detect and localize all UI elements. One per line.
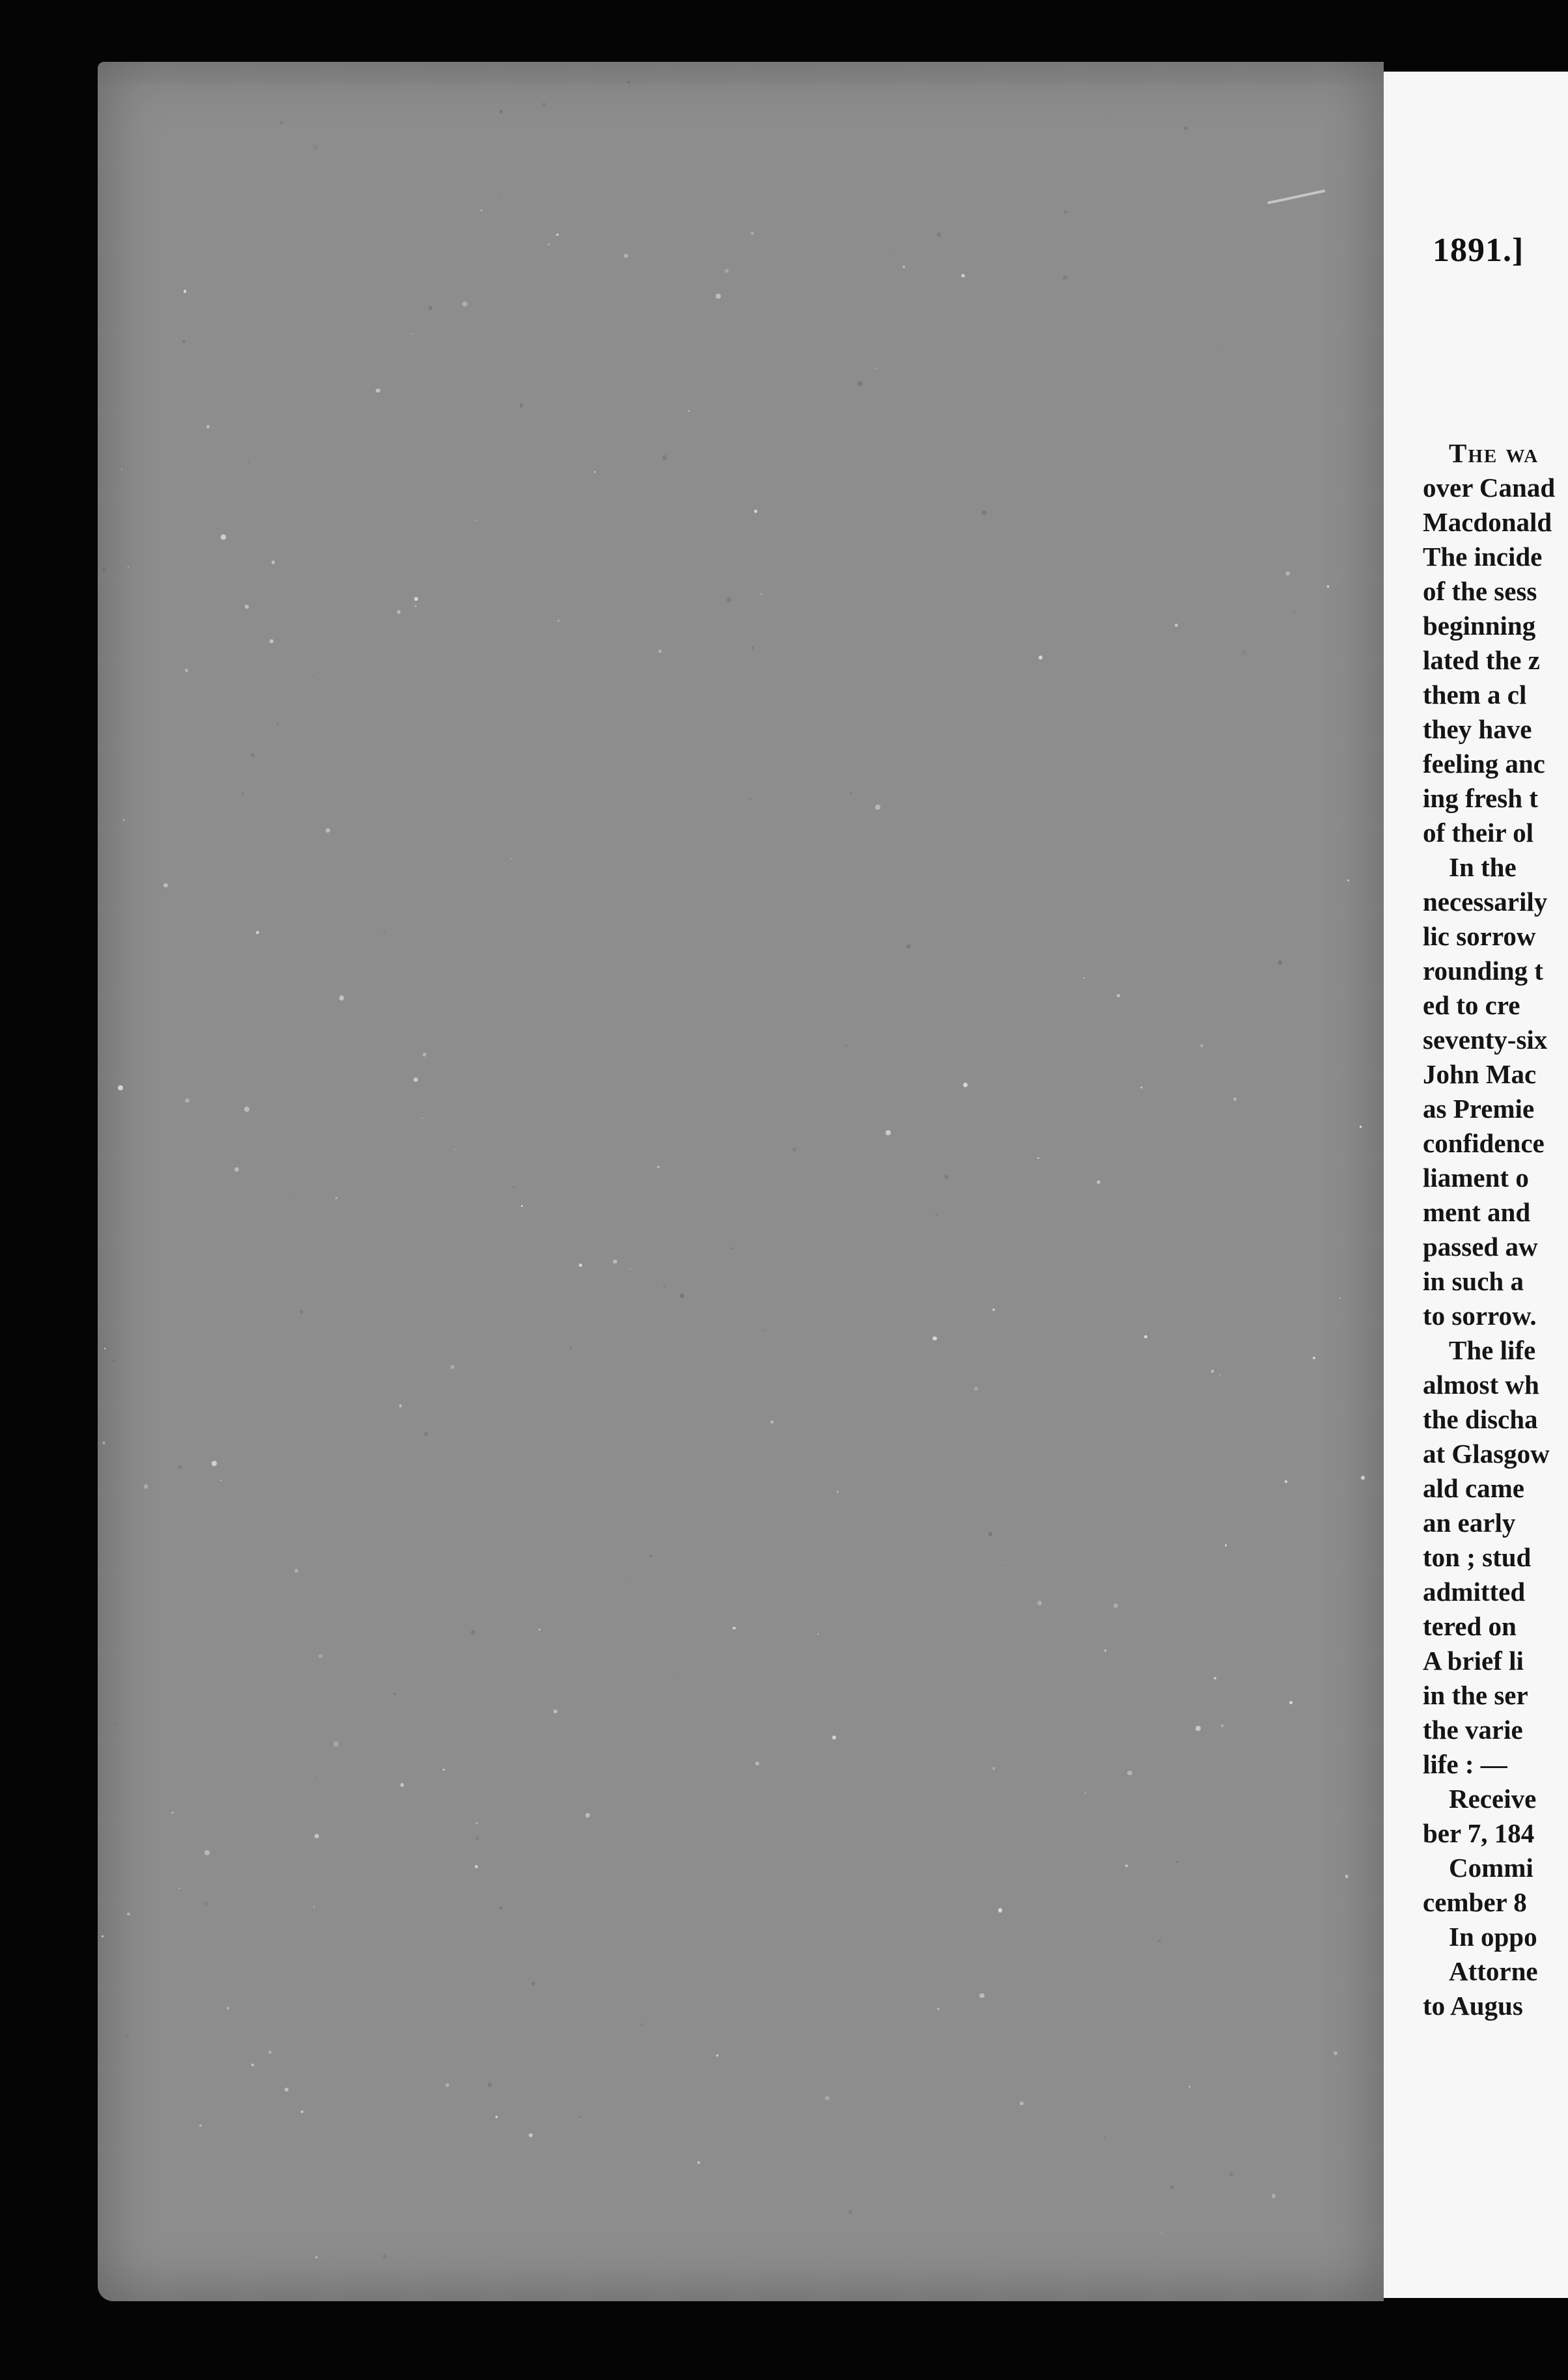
- paper-speck: [125, 2035, 129, 2039]
- paper-speck: [163, 883, 167, 887]
- text-line: ton ; stud: [1423, 1542, 1532, 1572]
- paper-speck: [293, 1197, 295, 1199]
- paper-speck: [697, 2161, 700, 2164]
- paper-speck: [850, 792, 852, 794]
- text-line: over Canad: [1423, 473, 1556, 503]
- paper-speck: [248, 461, 250, 463]
- paper-speck: [277, 723, 279, 725]
- paper-speck: [1108, 117, 1110, 118]
- paper-speck: [937, 2008, 940, 2010]
- small-caps-opening: The wa: [1449, 438, 1539, 468]
- text-line: almost wh: [1423, 1370, 1539, 1400]
- paper-speck: [1313, 1357, 1316, 1360]
- text-line: [1423, 436, 1568, 471]
- text-line: Receive: [1449, 1784, 1537, 1814]
- paper-speck: [178, 1888, 180, 1890]
- paper-speck: [481, 210, 483, 212]
- paper-speck: [548, 243, 550, 245]
- paper-speck: [761, 593, 763, 595]
- paper-speck: [751, 232, 754, 235]
- text-line: admitted: [1423, 1577, 1526, 1607]
- paper-speck: [1334, 2051, 1338, 2056]
- paper-speck: [613, 1260, 617, 1264]
- paper-speck: [663, 1285, 666, 1288]
- text-line: an early: [1423, 1508, 1516, 1538]
- paper-speck: [624, 1578, 625, 1579]
- paper-speck: [624, 254, 628, 258]
- paper-speck: [285, 2088, 288, 2092]
- paper-speck: [932, 1336, 936, 1340]
- paper-speck: [1140, 1086, 1143, 1089]
- paper-speck: [118, 1085, 123, 1090]
- paper-speck: [1233, 1098, 1237, 1101]
- text-line: in such a: [1423, 1266, 1524, 1296]
- paper-speck: [657, 1166, 660, 1169]
- text-line: ing fresh t: [1423, 783, 1538, 813]
- paper-speck: [315, 2256, 318, 2259]
- text-line: of their ol: [1423, 818, 1534, 848]
- text-line: in the ser: [1423, 1680, 1528, 1710]
- paper-speck: [979, 1993, 984, 1998]
- paper-speck: [1347, 879, 1349, 881]
- text-line: cember 8: [1423, 1887, 1527, 1917]
- paper-speck: [462, 301, 468, 307]
- paper-speck: [1064, 210, 1067, 214]
- text-line: In oppo: [1449, 1922, 1537, 1952]
- paper-speck: [751, 646, 753, 648]
- paper-speck: [944, 1175, 949, 1180]
- text-line: beginning: [1423, 611, 1536, 641]
- paper-speck: [1285, 1480, 1287, 1483]
- text-line: John Mac: [1423, 1059, 1537, 1089]
- paper-speck: [421, 1118, 423, 1120]
- paper-speck: [1175, 624, 1178, 627]
- paper-speck: [1296, 2221, 1298, 2222]
- body-text: [1423, 436, 1568, 2023]
- paper-speck: [529, 2133, 533, 2137]
- paper-speck: [488, 2082, 492, 2086]
- text-line: to sorrow.: [1423, 1301, 1537, 1331]
- paper-speck: [1278, 960, 1283, 965]
- paper-speck: [496, 2116, 497, 2118]
- paper-speck: [688, 410, 690, 411]
- text-line: they have: [1423, 714, 1532, 744]
- paper-speck: [102, 568, 106, 572]
- paper-speck: [499, 1907, 502, 1909]
- text-line: life : —: [1423, 1749, 1507, 1779]
- paper-speck: [1127, 1771, 1132, 1775]
- paper-speck: [185, 1098, 189, 1103]
- paper-speck: [1097, 1180, 1101, 1185]
- text-line: to Augus: [1423, 1991, 1523, 2021]
- paper-speck: [1220, 1374, 1221, 1376]
- text-line: confidence: [1423, 1128, 1545, 1158]
- paper-speck: [673, 1676, 674, 1677]
- paper-speck: [1189, 2086, 1190, 2087]
- paper-speck: [185, 669, 189, 672]
- paper-speck: [315, 1834, 319, 1838]
- text-line: rounding t: [1423, 956, 1543, 986]
- paper-speck: [1039, 656, 1043, 659]
- text-line: Commi: [1449, 1853, 1533, 1883]
- paper-speck: [825, 2096, 830, 2101]
- paper-speck: [245, 605, 248, 608]
- paper-speck: [1170, 2185, 1174, 2189]
- paper-speck: [311, 676, 313, 678]
- text-line: at Glasgow: [1423, 1439, 1550, 1469]
- paper-speck: [1272, 2194, 1276, 2198]
- paper-speck: [104, 1348, 105, 1349]
- paper-speck: [641, 2023, 643, 2025]
- paper-speck: [992, 1767, 996, 1770]
- paper-speck: [221, 534, 226, 540]
- paper-speck: [556, 234, 559, 236]
- paper-speck: [279, 120, 283, 124]
- paper-speck: [182, 340, 186, 343]
- paper-speck: [475, 1822, 477, 1824]
- text-line: them a cl: [1423, 680, 1527, 710]
- text-line: ed to cre: [1423, 990, 1520, 1020]
- paper-speck: [399, 1404, 402, 1407]
- paper-speck: [725, 269, 729, 273]
- text-line: feeling anc: [1423, 749, 1545, 779]
- paper-speck: [579, 1264, 582, 1267]
- paper-speck: [445, 2083, 450, 2088]
- paper-speck: [475, 1865, 478, 1868]
- paper-speck: [733, 1627, 735, 1629]
- paper-speck: [318, 1654, 322, 1658]
- paper-speck: [988, 1532, 992, 1536]
- paper-speck: [234, 1167, 239, 1172]
- text-line: The incide: [1423, 542, 1543, 572]
- paper-speck: [754, 510, 757, 513]
- paper-speck: [1361, 1476, 1364, 1479]
- paper-speck: [680, 1294, 684, 1297]
- paper-speck: [256, 931, 259, 934]
- paper-speck: [1229, 2172, 1233, 2176]
- paper-speck: [845, 1044, 848, 1047]
- paper-speck: [817, 1633, 819, 1635]
- text-line: the varie: [1423, 1715, 1523, 1745]
- text-line: necessarily: [1423, 887, 1548, 917]
- text-line: of the sess: [1423, 576, 1537, 606]
- paper-speck: [886, 1130, 891, 1135]
- paper-speck: [731, 1247, 734, 1250]
- text-line: In the: [1449, 852, 1517, 882]
- paper-speck: [122, 819, 125, 822]
- paper-speck: [875, 368, 876, 369]
- paper-speck: [1104, 2137, 1106, 2138]
- paper-speck: [397, 610, 400, 613]
- paper-speck: [383, 930, 385, 933]
- paper-speck: [424, 1432, 428, 1436]
- paper-speck: [455, 1149, 456, 1150]
- paper-speck: [982, 510, 987, 515]
- paper-speck: [1214, 1677, 1216, 1680]
- paper-speck: [206, 425, 210, 428]
- paper-speck: [393, 1693, 396, 1695]
- paper-speck: [716, 2055, 718, 2056]
- paper-speck: [443, 1769, 445, 1771]
- paper-speck: [313, 145, 318, 150]
- paper-speck: [471, 1630, 475, 1635]
- paper-speck: [178, 1465, 182, 1469]
- paper-speck: [975, 456, 977, 458]
- paper-speck: [1125, 1864, 1128, 1867]
- paper-speck: [1063, 275, 1068, 281]
- paper-speck: [1161, 2232, 1162, 2233]
- paper-speck: [553, 1709, 557, 1713]
- paper-speck: [251, 753, 255, 757]
- paper-speck: [1037, 1601, 1042, 1605]
- paper-speck: [301, 2110, 303, 2113]
- text-line: ber 7, 184: [1423, 1818, 1535, 1848]
- text-page: [1384, 72, 1568, 2298]
- text-line: seventy-six: [1423, 1025, 1548, 1055]
- paper-speck: [499, 110, 503, 113]
- paper-speck: [227, 2007, 229, 2009]
- paper-speck: [1221, 1724, 1224, 1727]
- paper-speck: [848, 2209, 852, 2213]
- paper-speck: [411, 333, 412, 335]
- paper-speck: [520, 404, 523, 407]
- paper-speck: [627, 81, 630, 84]
- text-line: lated the z: [1423, 645, 1540, 675]
- paper-speck: [428, 306, 432, 310]
- paper-speck: [992, 1308, 995, 1311]
- paper-speck: [335, 1197, 337, 1199]
- paper-speck: [727, 598, 731, 602]
- paper-speck: [451, 1365, 455, 1369]
- paper-speck: [113, 1359, 116, 1363]
- paper-speck: [585, 1813, 590, 1818]
- paper-speck: [557, 620, 559, 622]
- paper-speck: [144, 1484, 148, 1488]
- paper-speck: [755, 1762, 759, 1765]
- paper-speck: [1085, 1792, 1087, 1794]
- paper-speck: [242, 792, 244, 795]
- paper-speck: [511, 858, 512, 859]
- text-line: as Premie: [1423, 1094, 1535, 1124]
- paper-speck: [658, 650, 662, 653]
- paper-speck: [1104, 1650, 1106, 1652]
- paper-speck: [961, 274, 964, 277]
- paper-speck: [1285, 572, 1290, 576]
- paper-speck: [400, 1783, 404, 1787]
- paper-speck: [313, 1906, 315, 1907]
- paper-speck: [1242, 650, 1246, 655]
- paper-speck: [539, 1629, 540, 1631]
- paper-speck: [1005, 1562, 1007, 1564]
- paper-speck: [1200, 1044, 1203, 1047]
- paper-speck: [1327, 585, 1329, 587]
- paper-speck: [770, 1420, 774, 1424]
- text-line: tered on: [1423, 1611, 1517, 1641]
- paper-speck: [1196, 1726, 1201, 1731]
- paper-speck: [498, 197, 500, 199]
- paper-speck: [1184, 126, 1188, 130]
- text-line: Macdonald: [1423, 507, 1552, 537]
- paper-speck: [594, 471, 595, 473]
- paper-speck: [204, 1901, 209, 1906]
- paper-speck: [716, 294, 721, 299]
- text-line: ald came: [1423, 1473, 1524, 1503]
- paper-speck: [1113, 1603, 1118, 1608]
- paper-speck: [906, 945, 910, 948]
- paper-speck: [832, 1736, 836, 1739]
- paper-speck: [858, 381, 863, 386]
- paper-speck: [316, 1777, 317, 1778]
- paper-speck: [1225, 1544, 1227, 1547]
- paper-speck: [837, 1491, 839, 1493]
- paper-speck: [1020, 2101, 1024, 2105]
- paper-speck: [1037, 1157, 1039, 1159]
- paper-speck: [1158, 1939, 1161, 1943]
- paper-speck: [414, 605, 417, 607]
- paper-speck: [1289, 1701, 1293, 1704]
- paper-speck: [204, 1850, 210, 1855]
- paper-speck: [184, 290, 187, 293]
- paper-speck: [268, 2051, 272, 2054]
- paper-speck: [1345, 1875, 1348, 1877]
- paper-speck: [764, 1329, 766, 1331]
- paper-speck: [1176, 1861, 1178, 1863]
- text-line: lic sorrow: [1423, 921, 1536, 951]
- paper-speck: [128, 566, 129, 568]
- paper-speck: [542, 103, 546, 107]
- paper-speck: [1360, 1126, 1362, 1128]
- paper-speck: [792, 1148, 796, 1152]
- paper-speck: [114, 1724, 116, 1726]
- paper-speck: [244, 1107, 249, 1112]
- paper-speck: [199, 2124, 202, 2127]
- blank-facing-page: [98, 62, 1384, 2301]
- paper-speck: [272, 560, 275, 564]
- paper-speck: [937, 232, 942, 237]
- paper-speck: [662, 455, 667, 460]
- paper-speck: [630, 1268, 631, 1269]
- text-line: Attorne: [1449, 1956, 1538, 1986]
- text-line: the discha: [1423, 1404, 1538, 1434]
- paper-speck: [383, 2254, 387, 2258]
- paper-speck: [300, 1310, 303, 1314]
- paper-speck: [376, 389, 380, 393]
- paper-speck: [875, 805, 880, 810]
- paper-speck: [963, 1083, 968, 1087]
- paper-speck: [294, 1569, 298, 1573]
- paper-speck: [442, 2256, 444, 2258]
- paper-speck: [1117, 994, 1120, 997]
- paper-speck: [212, 1461, 217, 1466]
- paper-speck: [513, 1186, 515, 1188]
- paper-speck: [1293, 611, 1295, 613]
- paper-speck: [1140, 1552, 1142, 1554]
- paper-speck: [1211, 1370, 1214, 1373]
- paper-speck: [121, 469, 122, 470]
- text-line: passed aw: [1423, 1232, 1538, 1262]
- paper-speck: [102, 1935, 104, 1937]
- paper-speck: [326, 828, 330, 833]
- text-line: A brief li: [1423, 1646, 1524, 1676]
- paper-speck: [935, 1213, 938, 1217]
- paper-speck: [475, 1836, 479, 1840]
- paper-speck: [531, 1982, 535, 1985]
- paper-speck: [423, 1053, 427, 1057]
- paper-speck: [998, 1908, 1003, 1913]
- paper-speck: [333, 1741, 339, 1747]
- paper-speck: [335, 739, 337, 740]
- paper-speck: [220, 1480, 221, 1481]
- running-header-year: 1891.]: [1433, 232, 1524, 269]
- paper-speck: [894, 254, 895, 255]
- paper-speck: [339, 995, 344, 1001]
- paper-speck: [413, 1077, 418, 1082]
- paper-speck: [749, 798, 751, 801]
- paper-speck: [127, 1913, 130, 1916]
- paper-speck: [102, 1441, 105, 1445]
- paper-speck: [1339, 1297, 1341, 1299]
- paper-speck: [903, 266, 905, 268]
- paper-speck: [1144, 1335, 1147, 1338]
- paper-speck: [650, 1555, 652, 1557]
- text-line: The life: [1449, 1335, 1536, 1365]
- paper-speck: [1222, 350, 1223, 351]
- paper-speck: [974, 1387, 978, 1391]
- paper-speck: [171, 1812, 174, 1814]
- paper-speck: [251, 2064, 255, 2067]
- paper-speck: [414, 597, 418, 601]
- paper-speck: [475, 519, 477, 521]
- paper-speck: [270, 639, 273, 643]
- text-line: ment and: [1423, 1197, 1531, 1227]
- paper-speck: [569, 1346, 572, 1349]
- paper-speck: [1084, 977, 1085, 978]
- text-line: liament o: [1423, 1163, 1529, 1193]
- paper-speck: [580, 2116, 581, 2118]
- paper-speck: [521, 1205, 523, 1207]
